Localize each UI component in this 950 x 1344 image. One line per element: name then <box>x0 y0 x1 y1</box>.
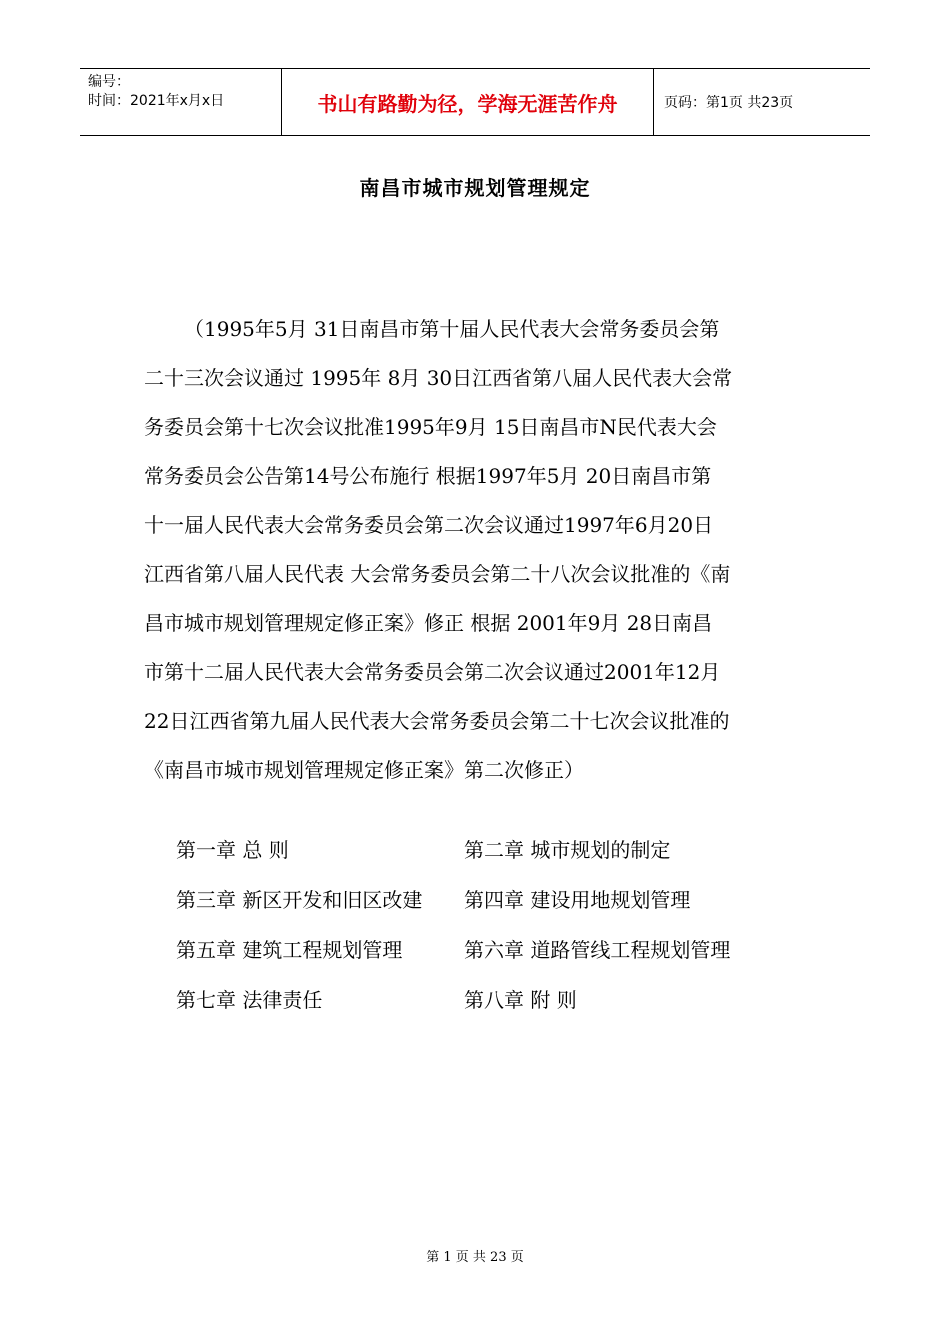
page-header <box>80 68 870 136</box>
preamble-line: 市第十二届人民代表大会常务委员会第二次会议通过2001年12月 <box>144 660 721 684</box>
toc-row <box>176 830 796 880</box>
toc-chapter-8: 第八章 附 则 <box>464 988 577 1012</box>
header-meta <box>80 69 282 135</box>
toc-chapter-3: 第三章 新区开发和旧区改建 <box>176 888 423 912</box>
toc-chapter-5: 第五章 建筑工程规划管理 <box>176 938 403 962</box>
preamble-line: 十一届人民代表大会常务委员会第二次会议通过1997年6月20日 <box>144 513 714 537</box>
document-title: 南昌市城市规划管理规定 <box>359 176 591 200</box>
toc-chapter-2: 第二章 城市规划的制定 <box>464 838 671 862</box>
header-motto: 书山有路勤为径，学海无涯苦作舟 <box>282 69 654 135</box>
preamble-paragraph <box>144 309 804 799</box>
preamble-line: 《南昌市城市规划管理规定修正案》第二次修正） <box>144 758 584 782</box>
toc-chapter-6: 第六章 道路管线工程规划管理 <box>464 938 731 962</box>
toc-row <box>176 980 796 1030</box>
preamble-line: 常务委员会公告第14号公布施行 根据1997年5月 20日南昌市第 <box>144 464 712 488</box>
preamble-line: （1995年5月 31日南昌市第十届人民代表大会常务委员会第 <box>184 317 720 341</box>
toc-chapter-4: 第四章 建设用地规划管理 <box>464 888 691 912</box>
toc-row <box>176 930 796 980</box>
preamble-line: 二十三次会议通过 1995年 8月 30日江西省第八届人民代表大会常 <box>144 366 733 390</box>
document-date: 时间：2021年x月x日 <box>88 93 225 109</box>
footer-page-number: 第 1 页 共 23 页 <box>426 1250 524 1265</box>
toc-chapter-1: 第一章 总 则 <box>176 838 289 862</box>
toc-chapter-7: 第七章 法律责任 <box>176 988 323 1012</box>
preamble-line: 22日江西省第九届人民代表大会常务委员会第二十七次会议批准的 <box>144 709 730 733</box>
table-of-contents <box>176 830 796 1030</box>
document-number-label: 编号： <box>88 74 130 90</box>
header-page-info: 页码：第1页 共23页 <box>664 95 794 111</box>
toc-row <box>176 880 796 930</box>
preamble-line: 务委员会第十七次会议批准1995年9月 15日南昌市N民代表大会 <box>144 415 717 439</box>
preamble-line: 昌市城市规划管理规定修正案》修正 根据 2001年9月 28日南昌 <box>144 611 713 635</box>
preamble-line: 江西省第八届人民代表 大会常务委员会第二十八次会议批准的《南 <box>144 562 731 586</box>
